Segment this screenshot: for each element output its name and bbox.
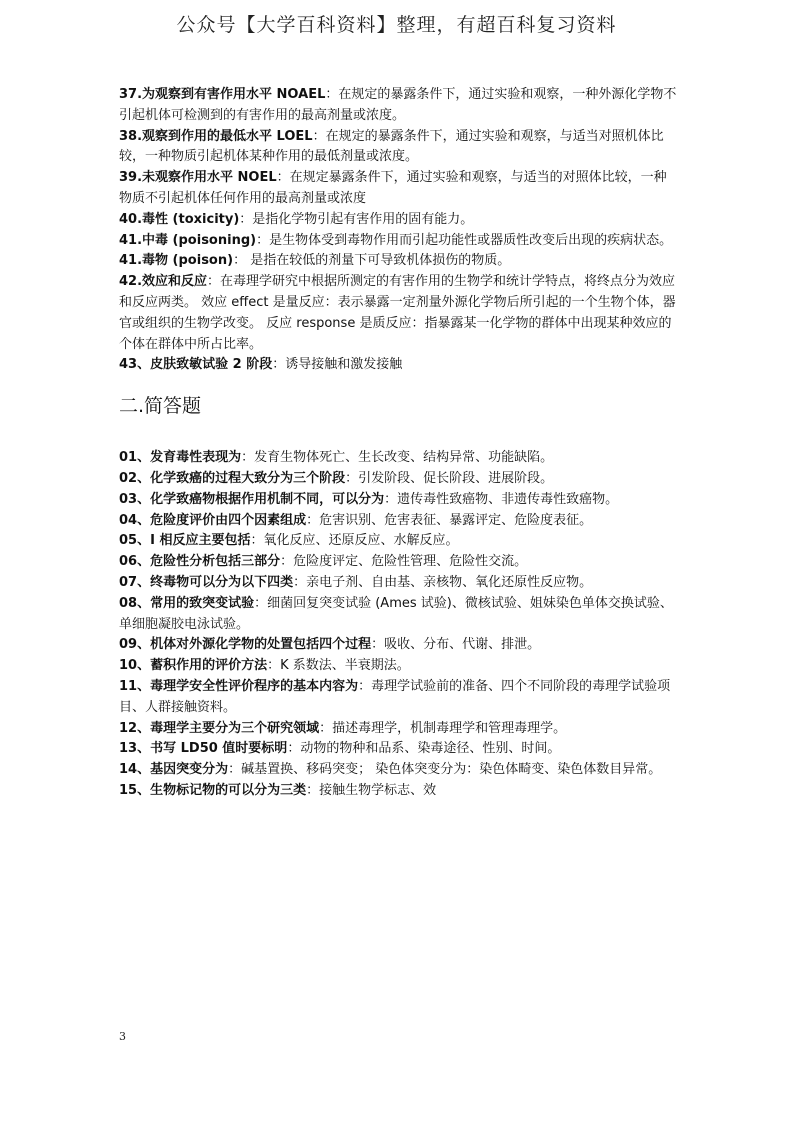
definition-text: ： 是指在较低的剂量下可导致机体损伤的物质。	[233, 253, 511, 269]
qa-answer: ：动物的物种和品系、染毒途径、性别、时间。	[287, 741, 561, 757]
qa-question: 03、化学致癌物根据作用机制不同，可以分为	[119, 491, 385, 507]
definition-item	[119, 127, 679, 169]
definition-text: ：在规定的暴露条件下，通过实验和观察，与适当对照机体比较，一种物质引起机体某种作用的最低剂量或浓度。	[119, 128, 664, 165]
definition-term: 39.未观察作用水平 NOEL	[119, 170, 277, 186]
qa-answer: ：引发阶段、促长阶段、进展阶段。	[345, 470, 554, 486]
qa-item	[119, 739, 679, 760]
qa-item	[119, 781, 679, 802]
qa-answer: ：遗传毒性致癌物、非遗传毒性致癌物。	[384, 491, 619, 507]
qa-answer: ：危险度评定、危险性管理、危险性交流。	[280, 554, 528, 570]
definition-text: ：是生物体受到毒物作用而引起功能性或器质性改变后出现的疾病状态。	[256, 232, 673, 248]
qa-item	[119, 719, 679, 740]
definition-item	[119, 210, 679, 231]
document-body	[119, 85, 679, 802]
definition-item	[119, 85, 679, 127]
qa-question: 02、化学致癌的过程大致分为三个阶段	[119, 470, 346, 486]
definition-term: 41.中毒 (poisoning)	[119, 232, 257, 248]
qa-answer: ：亲电子剂、自由基、亲核物、氧化还原性反应物。	[293, 574, 593, 590]
qa-answer: ：碱基置换、移码突变； 染色体突变分为：染色体畸变、染色体数目异常。	[228, 762, 662, 778]
definition-text: ：诱导接触和激发接触	[272, 357, 403, 373]
qa-question: 11、毒理学安全性评价程序的基本内容为	[119, 678, 359, 694]
definition-term: 38.观察到作用的最低水平 LOEL	[119, 128, 313, 144]
qa-question: 13、书写 LD50 值时要标明	[119, 741, 288, 757]
definition-text: ：在毒理学研究中根据所测定的有害作用的生物学和统计学特点，将终点分为效应和反应两类。 效应 effect 是量反应：表示暴露一定剂量外源化学物后所引起的一个生物个体，器官或组织的生物学改变。 反应 response 是质反应：指暴露某一化学物的群体中出现某种效应的个体在群体中所占比率。	[119, 274, 676, 352]
qa-item	[119, 760, 679, 781]
qa-question: 08、常用的致突变试验	[119, 595, 255, 611]
qa-question: 10、蓄积作用的评价方法	[119, 658, 268, 674]
qa-item	[119, 511, 679, 532]
qa-item	[119, 448, 679, 469]
qa-item	[119, 594, 679, 636]
definitions-list	[119, 85, 679, 376]
qa-item	[119, 573, 679, 594]
qa-answer: ：毒理学试验前的准备、四个不同阶段的毒理学试验项目、人群接触资料。	[119, 678, 671, 715]
definition-term: 42.效应和反应	[119, 274, 208, 290]
definition-text: ：是指化学物引起有害作用的固有能力。	[239, 211, 474, 227]
qa-answer: ：发育生物体死亡、生长改变、结构异常、功能缺陷。	[241, 450, 554, 466]
definition-text: ：在规定暴露条件下，通过实验和观察，与适当的对照体比较，一种物质不引起机体任何作用的最高剂量或浓度	[119, 170, 667, 206]
qa-question: 15、生物标记物的可以分为三类	[119, 782, 307, 798]
qa-item	[119, 656, 679, 677]
definition-term: 43、皮肤致敏试验 2 阶段	[119, 357, 273, 373]
definition-item	[119, 168, 679, 210]
qa-answer: ：氧化反应、还原反应、水解反应。	[250, 533, 459, 549]
definition-term: 41.毒物 (poison)	[119, 253, 234, 269]
definition-item	[119, 355, 679, 376]
definition-term: 40.毒性 (toxicity)	[119, 211, 240, 227]
definition-term: 37.为观察到有害作用水平 NOAEL	[119, 87, 326, 102]
qa-item	[119, 490, 679, 511]
qa-item	[119, 531, 679, 552]
qa-answer: ：描述毒理学，机制毒理学和管理毒理学。	[319, 720, 567, 736]
qa-question: 14、基因突变分为	[119, 762, 229, 778]
qa-question: 09、机体对外源化学物的处置包括四个过程	[119, 637, 372, 653]
qa-item	[119, 635, 679, 656]
qa-question: 12、毒理学主要分为三个研究领域	[119, 720, 320, 736]
qa-list	[119, 448, 679, 802]
page-number: 3	[119, 1030, 126, 1043]
qa-question: 04、危险度评价由四个因素组成	[119, 512, 307, 528]
qa-item	[119, 677, 679, 719]
qa-answer: ：危害识别、危害表征、暴露评定、危险度表征。	[306, 512, 593, 528]
qa-question: 07、终毒物可以分为以下四类	[119, 574, 294, 590]
definition-item	[119, 272, 679, 355]
qa-answer: ：细菌回复突变试验 (Ames 试验)、微核试验、姐妹染色单体交换试验、单细胞凝胶电泳试验。	[119, 595, 673, 632]
qa-item	[119, 552, 679, 573]
qa-item	[119, 469, 679, 490]
qa-question: 01、发育毒性表现为	[119, 450, 242, 466]
qa-question: 06、危险性分析包括三部分	[119, 554, 281, 570]
qa-question: 05、I 相反应主要包括	[119, 533, 251, 549]
section-title: 二.简答题	[119, 395, 202, 418]
definition-item	[119, 231, 679, 252]
page-header: 公众号【大学百科资料】整理，有超百科复习资料	[176, 14, 617, 36]
definition-text: ：在规定的暴露条件下，通过实验和观察，一种外源化学物不引起机体可检测到的有害作用的最高剂量或浓度。	[119, 87, 677, 123]
qa-answer: ：K 系数法、半衰期法。	[267, 658, 410, 674]
qa-answer: ：吸收、分布、代谢、排泄。	[371, 637, 541, 653]
definition-item	[119, 251, 679, 272]
qa-answer: ：接触生物学标志、效	[306, 782, 437, 798]
